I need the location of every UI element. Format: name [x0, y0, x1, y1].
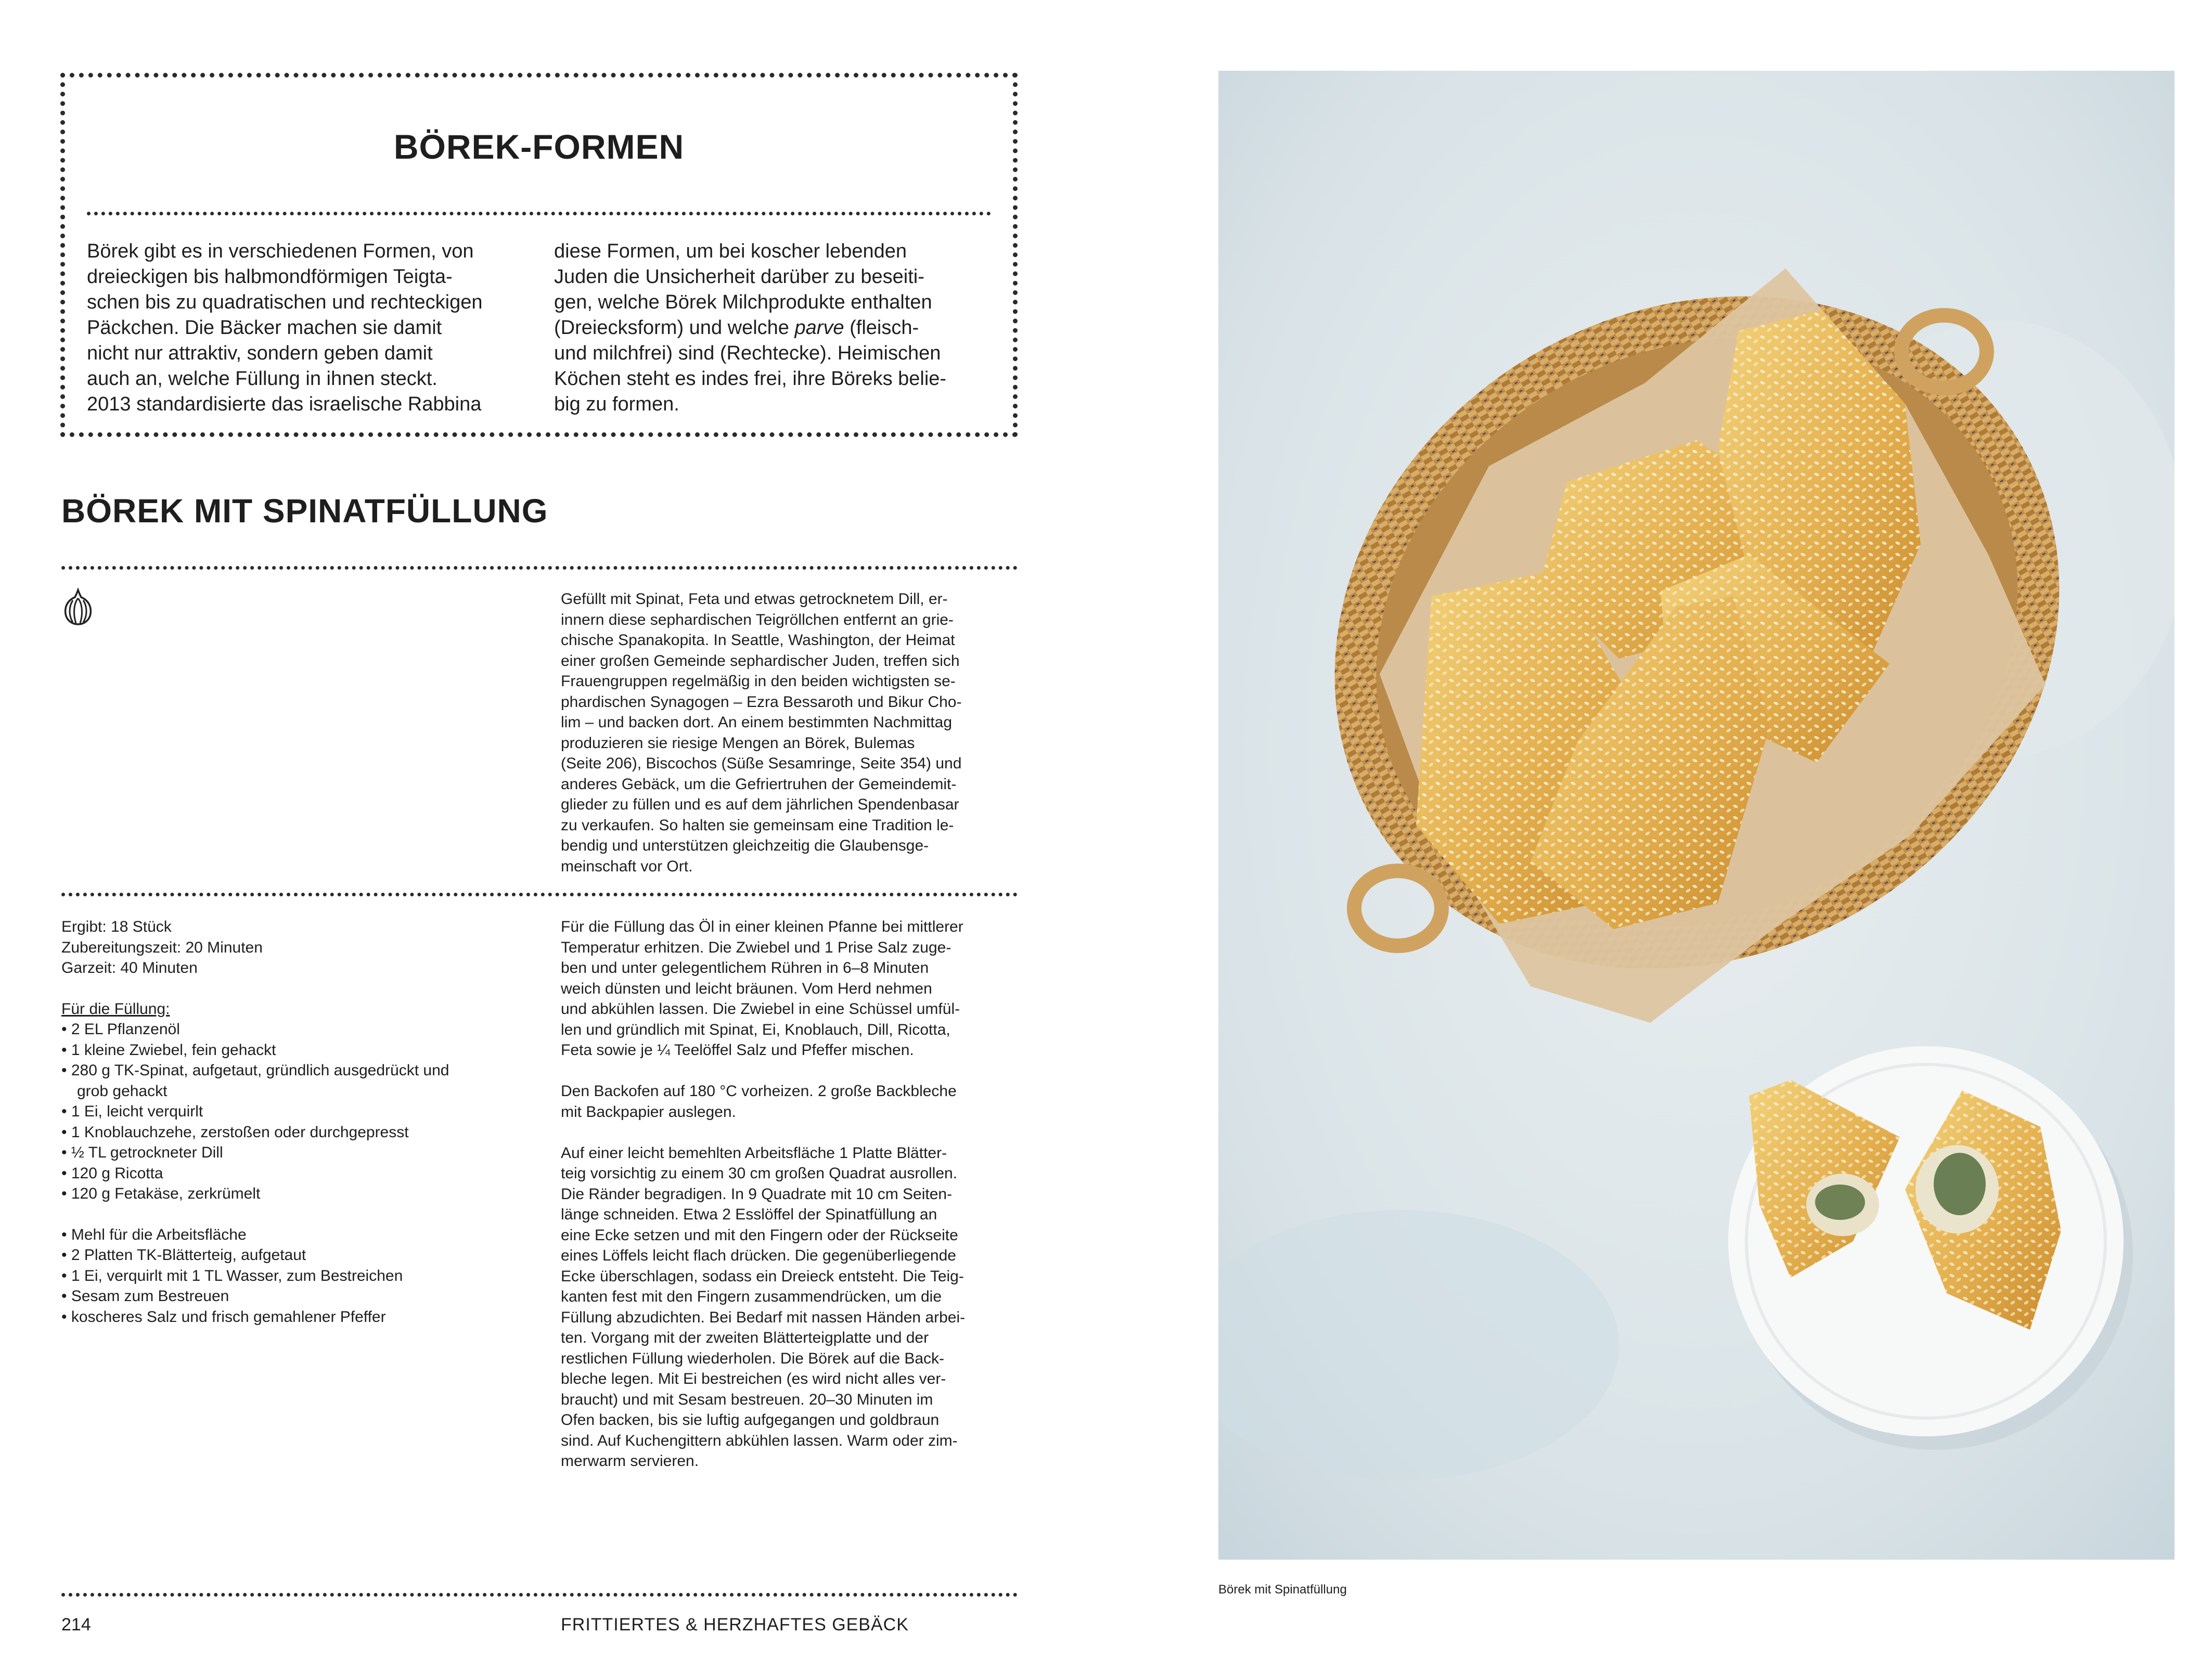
- text-line: Päckchen. Die Bäcker machen sie damit: [87, 317, 442, 339]
- info-box-divider: [87, 212, 991, 215]
- list-item: • Mehl für die Arbeitsfläche: [61, 1226, 247, 1243]
- text-line: nicht nur attraktiv, sondern geben damit: [87, 342, 433, 364]
- text-line: zu verkaufen. So halten sie gemeinsam eine Tradition le-: [561, 816, 954, 834]
- recipe-method: [561, 917, 1019, 1492]
- text-line: (Seite 206), Biscochos (Süße Sesamringe, Seite 354) und: [561, 755, 962, 772]
- garlic-icon: [61, 588, 95, 626]
- text-line: phardischen Synagogen – Ezra Bessaroth und Bikur Cho-: [561, 693, 962, 711]
- section-divider: [61, 566, 1018, 570]
- text-line: glieder zu füllen und es auf dem jährlichen Spendenbasar: [561, 796, 959, 813]
- recipe-ingredients: [61, 917, 530, 1327]
- list-item-continuation: grob gehackt: [77, 1082, 168, 1100]
- text-line: Frauengruppen regelmäßig in den beiden wichtigsten se-: [561, 673, 956, 690]
- ingredients-list: [61, 1019, 530, 1204]
- list-item: • 120 g Fetakäse, zerkrümelt: [61, 1185, 261, 1202]
- text-line: Börek gibt es in verschiedenen Formen, von: [87, 240, 474, 262]
- text-line: produzieren sie riesige Mengen an Börek, Bulemas: [561, 734, 915, 752]
- text-line: schen bis zu quadratischen und rechteckigen: [87, 291, 483, 313]
- photo-caption: Börek mit Spinatfüllung: [1218, 1583, 1347, 1597]
- text-line: anderes Gebäck, um die Gefriertruhen der Gemeindemit-: [561, 775, 957, 793]
- text-line: diese Formen, um bei koscher lebenden: [554, 240, 907, 262]
- recipe-yield: Ergibt: 18 Stück: [61, 918, 172, 935]
- text-line: (Dreiecksform) und welche parve (fleisch-: [554, 317, 919, 339]
- list-item: • 1 Ei, leicht verquirlt: [61, 1103, 203, 1120]
- info-box-text-right: [554, 239, 996, 417]
- ingredients-list: [61, 1225, 530, 1328]
- info-box-text-left: [87, 239, 529, 417]
- method-paragraph: Den Backofen auf 180 °C vorheizen. 2 große Backbleche mit Backpapier auslegen.: [561, 1083, 957, 1121]
- text-line: gen, welche Börek Milchprodukte enthalten: [554, 291, 932, 313]
- list-item: • 120 g Ricotta: [61, 1164, 163, 1182]
- list-item: • 1 kleine Zwiebel, fein gehackt: [61, 1041, 276, 1059]
- recipe-title: BÖREK MIT SPINATFÜLLUNG: [61, 492, 548, 530]
- text-line: einer großen Gemeinde sephardischer Juden, treffen sich: [561, 652, 960, 670]
- list-item: • 2 EL Pflanzenöl: [61, 1021, 180, 1038]
- list-item: • 1 Ei, verquirlt mit 1 TL Wasser, zum Bestreichen: [61, 1267, 403, 1284]
- text-line: Köchen steht es indes frei, ihre Böreks belie-: [554, 368, 947, 390]
- list-item: • Sesam zum Bestreuen: [61, 1288, 229, 1305]
- food-photo: [1218, 71, 2175, 1560]
- italic-word: parve: [794, 317, 844, 339]
- recipe-cook-time: Garzeit: 40 Minuten: [61, 959, 198, 976]
- text-line: Gefüllt mit Spinat, Feta und etwas getrocknetem Dill, er-: [561, 590, 948, 608]
- section-divider: [61, 893, 1018, 896]
- text-line: chische Spanakopita. In Seattle, Washington, der Heimat: [561, 632, 955, 649]
- text-line: und milchfrei) sind (Rechtecke). Heimischen: [554, 342, 941, 364]
- page-number: 214: [61, 1615, 91, 1635]
- info-box: [60, 73, 1018, 437]
- text-line: auch an, welche Füllung in ihnen steckt.: [87, 368, 438, 390]
- chapter-title: FRITTIERTES & HERZHAFTES GEBÄCK: [561, 1615, 909, 1635]
- recipe-prep-time: Zubereitungszeit: 20 Minuten: [61, 938, 263, 956]
- method-paragraph: Für die Füllung das Öl in einer kleinen Pfanne bei mittlerer Temperatur erhitzen. Die Zwiebel und 1 Prise Salz zuge- ben und unter gelegentlichem Rühren in 6–8 Minuten weich dünsten und leicht bräunen. Vom Herd nehmen und abkühlen lassen. Die Zwiebel in eine Schüssel umfül- len und gründlich mit Spinat, Ei, Knoblauch, Dill, Ricotta, Feta sowie je ¼ Teelöffel Salz und Pfeffer mischen.: [561, 918, 963, 1059]
- text-line: innern diese sephardischen Teigröllchen entfernt an grie-: [561, 611, 954, 628]
- list-item: • 280 g TK-Spinat, aufgetaut, gründlich ausgedrückt und: [61, 1062, 449, 1079]
- text-line: lim – und backen dort. An einem bestimmten Nachmittag: [561, 714, 953, 731]
- method-paragraph: Auf einer leicht bemehlten Arbeitsfläche 1 Platte Blätter- teig vorsichtig zu einem 30 cm großen Quadrat ausrollen. Die Ränder begradigen. In 9 Quadrate mit 10 cm Seiten- länge schneiden. Etwa 2 Esslöffel der Spinatfüllung an eine Ecke setzen und mit den Fingern oder der Rückseite eines Löffels leicht flach drücken. Die gegenüberliegende Ecke überschlagen, sodass ein Dreieck entsteht. Die Teig- kanten fest mit den Fingern zusammendrücken, um die Füllung abzudichten. Bei Bedarf mit nassen Händen arbei- ten. Vorgang mit der zweiten Blätterteigplatte und der restlichen Füllung wiederholen. Die Börek auf die Back- bleche legen. Mit Ei bestreichen (es wird nicht alles ver- braucht) und mit Sesam bestreuen. 20–30 Minuten im Ofen backen, bis sie luftig aufgegangen und goldbraun sind. Auf Kuchengittern abkühlen lassen. Warm oder zim- merwarm servieren.: [561, 1144, 966, 1470]
- text-line: big zu formen.: [554, 393, 679, 415]
- ingredients-heading: Für die Füllung:: [61, 1000, 170, 1018]
- text-line: meinschaft vor Ort.: [561, 857, 693, 875]
- list-item: • ½ TL getrockneter Dill: [61, 1144, 223, 1161]
- footer-divider: [61, 1593, 1018, 1597]
- text-line: bendig und unterstützen gleichzeitig die Glaubensge-: [561, 837, 929, 854]
- text-line: Juden die Unsicherheit darüber zu beseiti-: [554, 266, 924, 288]
- text-line: dreieckigen bis halbmondförmigen Teigta-: [87, 266, 453, 288]
- list-item: • 2 Platten TK-Blätterteig, aufgetaut: [61, 1246, 306, 1264]
- info-box-title: BÖREK-FORMEN: [393, 127, 685, 166]
- list-item: • koscheres Salz und frisch gemahlener Pfeffer: [61, 1308, 386, 1326]
- text-line: 2013 standardisierte das israelische Rabbina: [87, 393, 482, 415]
- recipe-intro: [561, 589, 1019, 877]
- list-item: • 1 Knoblauchzehe, zerstoßen oder durchgepresst: [61, 1123, 409, 1141]
